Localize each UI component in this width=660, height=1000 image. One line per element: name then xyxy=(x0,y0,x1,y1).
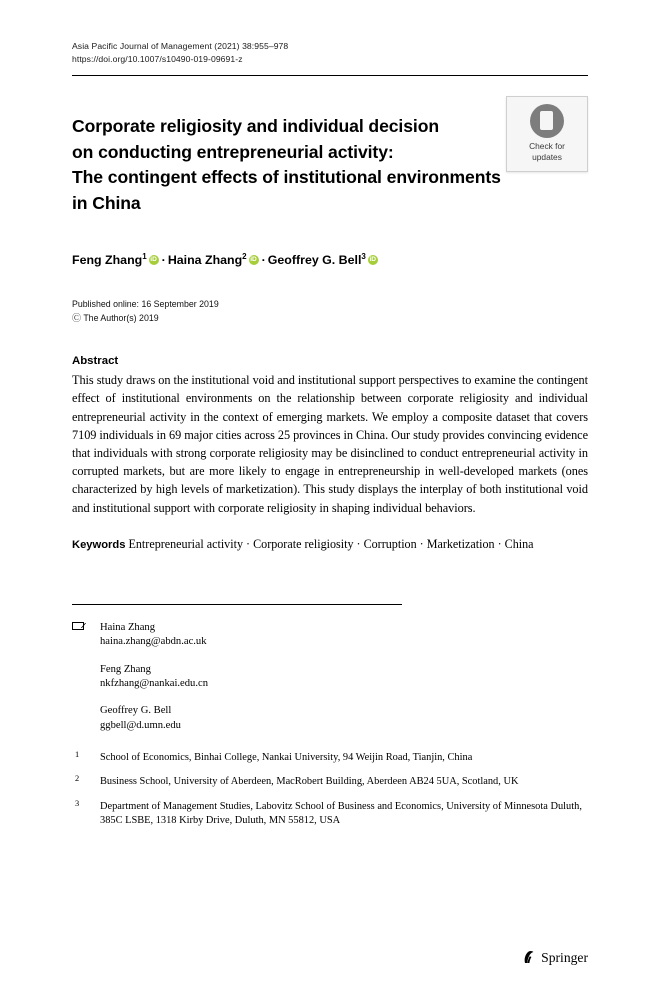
contact-name: Geoffrey G. Bell xyxy=(100,705,172,717)
author-affiliation-marker: 1 xyxy=(142,252,147,261)
journal-citation: Asia Pacific Journal of Management (2021) 38:955–978 xyxy=(72,41,289,51)
contact-item xyxy=(72,621,588,650)
author-separator: · xyxy=(261,253,266,268)
orcid-icon[interactable] xyxy=(368,255,378,265)
affiliation-item xyxy=(72,751,588,765)
keywords-label: Keywords xyxy=(72,538,126,551)
page-title xyxy=(72,114,502,216)
author-affiliation-marker: 3 xyxy=(361,252,366,261)
affiliation-item xyxy=(72,775,588,789)
envelope-icon xyxy=(72,622,84,630)
springer-logo xyxy=(523,948,588,966)
author-list xyxy=(72,248,588,269)
affiliation-text: Business School, University of Aberdeen, MacRobert Building, Aberdeen AB24 5UA, Scotland, UK xyxy=(100,776,519,788)
published-date: Published online: 16 September 2019 xyxy=(72,299,219,310)
journal-doi[interactable]: https://doi.org/10.1007/s10490-019-09691-z xyxy=(72,54,243,64)
affiliation-number: 2 xyxy=(75,774,80,784)
abstract-heading: Abstract xyxy=(72,355,119,368)
title-line-4: in China xyxy=(72,192,141,213)
header-divider xyxy=(72,75,588,76)
check-for-updates-badge[interactable] xyxy=(506,96,588,172)
title-line-3: The contingent effects of institutional environments xyxy=(72,167,501,187)
copyright-line xyxy=(72,312,588,326)
publisher-name: Springer xyxy=(541,950,588,965)
springer-knight-icon xyxy=(523,950,535,964)
orcid-icon[interactable] xyxy=(149,255,159,265)
contact-item xyxy=(72,704,588,733)
keywords-text: Entrepreneurial activity · Corporate religiosity · Corruption · Marketization · China xyxy=(128,536,534,551)
copyright-text: The Author(s) 2019 xyxy=(83,312,159,323)
copyright-icon: Ⓒ xyxy=(72,312,82,323)
footnote-divider xyxy=(72,604,402,605)
keywords-block xyxy=(72,535,588,554)
badge-line-2: updates xyxy=(532,152,562,162)
author-name: Feng Zhang xyxy=(72,253,143,268)
affiliation-number: 3 xyxy=(75,798,80,808)
contact-email[interactable]: nkfzhang@nankai.edu.cn xyxy=(100,677,209,689)
contact-item xyxy=(72,663,588,692)
document-refresh-icon xyxy=(530,104,564,138)
author-entry xyxy=(268,253,379,267)
contact-list xyxy=(72,621,588,733)
contact-name: Haina Zhang xyxy=(100,621,156,633)
title-line-1: Corporate religiosity and individual decision xyxy=(72,116,439,136)
author-name: Haina Zhang xyxy=(167,253,243,268)
contact-email[interactable]: ggbell@d.umn.edu xyxy=(100,719,181,731)
affiliation-number: 1 xyxy=(75,750,80,760)
contact-name: Feng Zhang xyxy=(100,663,151,675)
badge-line-1: Check for xyxy=(529,141,565,151)
publication-info xyxy=(72,298,588,325)
affiliation-text: School of Economics, Binhai College, Nankai University, 94 Weijin Road, Tianjin, China xyxy=(100,752,473,764)
title-line-2: on conducting entrepreneurial activity: xyxy=(72,141,394,162)
author-entry xyxy=(72,253,160,267)
abstract-text: This study draws on the institutional void and institutional support perspectives to examine the contingent effect of institutional environments on the relationship between corporate religiosity and individual entrepreneurial activity in the context of emerging markets. We employ a composite dataset that covers 7109 individuals in 69 major cities across 25 provinces in China. Our study provides convincing evidence that individuals with strong corporate religiosity may be disinclined to conduct entrepreneurial activity in corrupted markets, but are more likely to engage in entrepreneurship in well-developed markets (ones characterized by high levels of marketization). This study displays the interplay of both institutional void and institutional support with corporate religiosity in shaping individual behaviors. xyxy=(72,373,588,515)
author-affiliation-marker: 2 xyxy=(242,252,247,261)
contact-email[interactable]: haina.zhang@abdn.ac.uk xyxy=(100,636,207,648)
affiliation-item xyxy=(72,800,588,828)
journal-reference xyxy=(72,40,588,66)
affiliation-text: Department of Management Studies, Labovitz School of Business and Economics, University of Minnesota Duluth, 385C LSBE, 1318 Kirby Drive, Duluth, MN 55812, USA xyxy=(100,800,582,826)
author-name: Geoffrey G. Bell xyxy=(267,253,362,268)
author-entry xyxy=(168,253,260,267)
author-separator: · xyxy=(161,253,166,268)
affiliation-list xyxy=(72,751,588,828)
orcid-icon[interactable] xyxy=(249,255,259,265)
